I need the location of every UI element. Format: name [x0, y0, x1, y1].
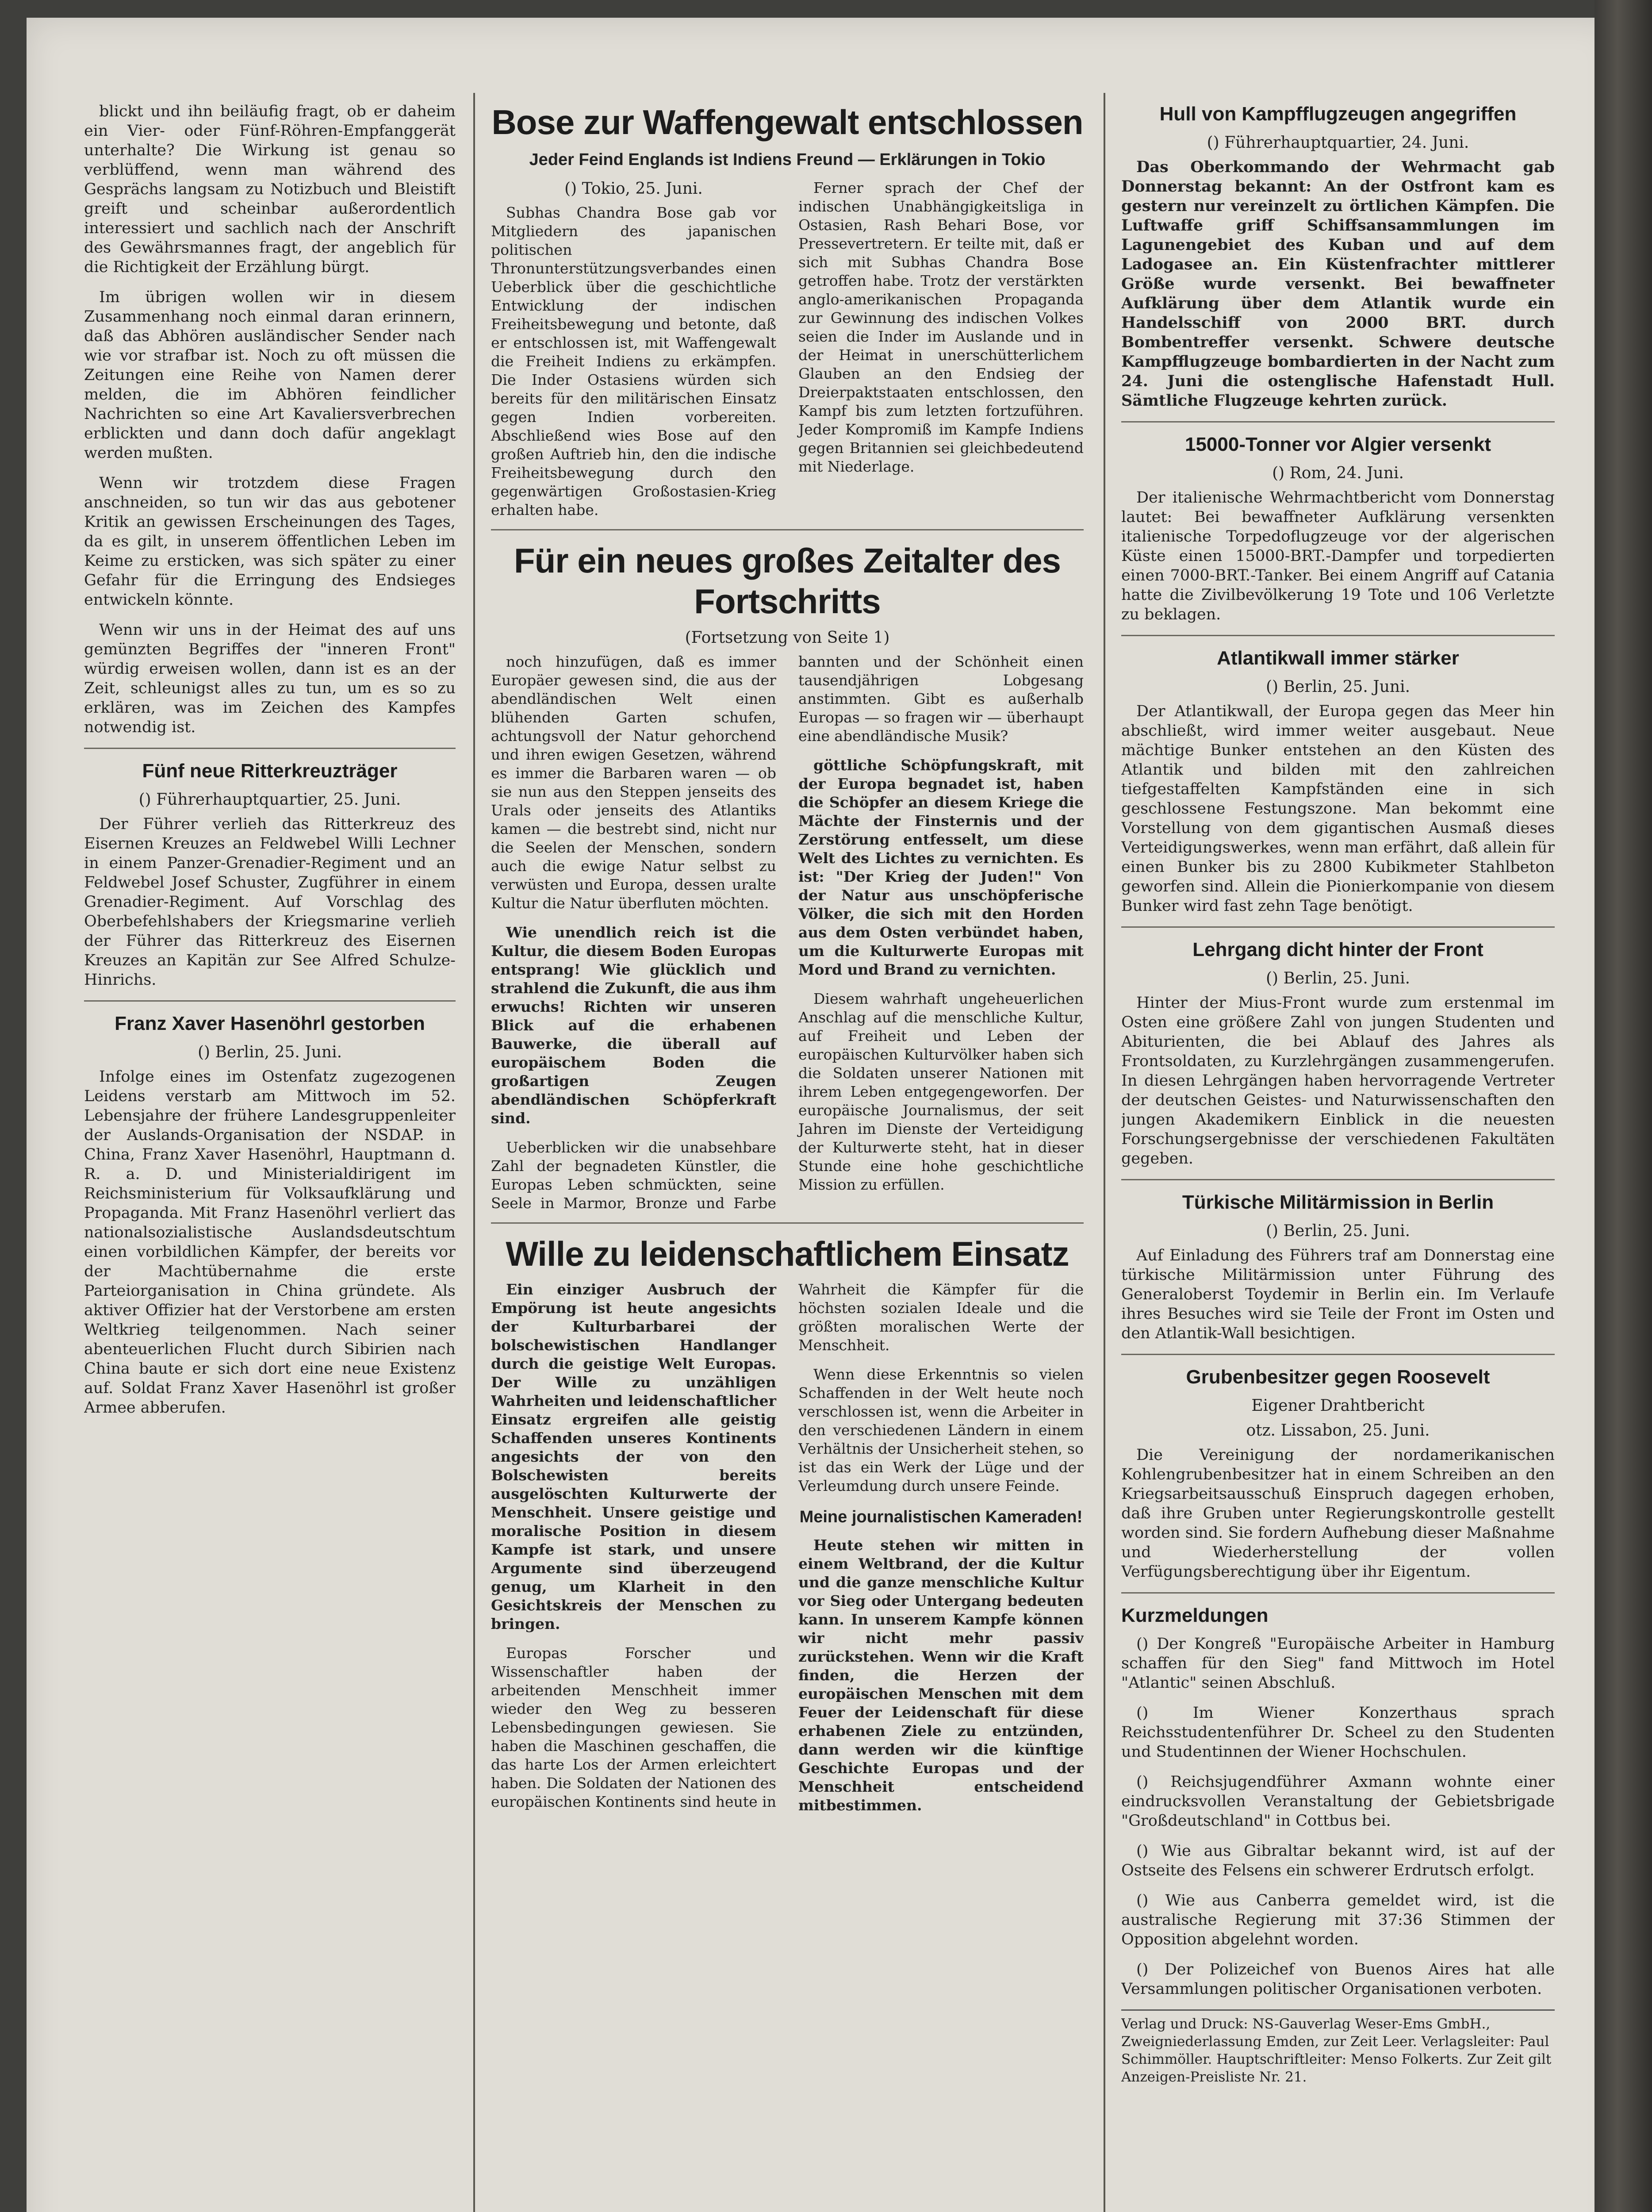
dateline: () Berlin, 25. Juni. [197, 1043, 342, 1061]
subheadline-bose: Jeder Feind Englands ist Indiens Freund — Erklärungen in Tokio [529, 150, 1046, 169]
divider [1121, 1354, 1555, 1355]
left-column [84, 102, 456, 1428]
news-item: () Der Kongreß "Europäische Arbeiter in Hamburg schaffen für den Sieg" fand Mittwoch im Hotel "Atlantic" seinen Abschluß. [1121, 1635, 1555, 1692]
news-item: () Wie aus Canberra gemeldet wird, ist die australische Regierung mit 37:36 Stimmen der Opposition abgelehnt worden. [1121, 1892, 1555, 1948]
news-item: () Der Polizeichef von Buenos Aires hat alle Versammlungen politischer Organisationen verboten. [1121, 1961, 1555, 1998]
dateline: () Führerhauptquartier, 24. Juni. [1207, 134, 1469, 152]
article-paragraph: Ein einziger Ausbruch der Empörung ist heute angesichts der Kulturbarbarei der bolschewistischen Handlanger durch die geistige Welt Europas. Der Wille zu unzähligen Wahrheiten und leidenschaftlicher Einsatz ergreifen alle geistig Schaffenden unseres Kontinents angesichts der von den Bolschewisten bereits ausgelöschten Kulturwerte der Menschheit. Unsere geistige und moralische Position in diesem Kampfe ist stark, und unsere Argumente sind überzeugend genug, um Klarheit in den Gesichtskreis der Menschen zu bringen. [491, 1281, 776, 1632]
dateline: () Berlin, 25. Juni. [1265, 1222, 1411, 1240]
article-paragraph: Der Atlantikwall, der Europa gegen das Meer hin abschließt, wird immer weiter ausgebaut. Neue mächtige Bunker entstehen an den Küsten des Atlantik und bilden mit den zahlreichen tiefgestaffelten Kampfständen eine in sich geschlossene Festungszone. Man bekommt eine Vorstellung von dem gigantischen Ausmaß dieses Verteidigungswerkes, wenn man erfährt, daß allein für einen Bunker bis zu 2800 Kubikmeter Stahlbeton geworfen sind. Allein die Pionierkompanie von diesem Bunker wird fast zehn Tage benötigt. [1121, 703, 1555, 915]
headline-atlantikwall: Atlantikwall immer stärker [1217, 647, 1459, 669]
divider [84, 1000, 456, 1002]
article-paragraph: Subhas Chandra Bose gab vor Mitgliedern des japanischen politischen Thronunterstützungsverbandes einen Ueberblick über die geschichtliche Entwicklung der indischen Freiheitsbewegung und betonte, daß er entschlossen ist, mit Waffengewalt die Freiheit Indiens zu erkämpfen. Die Inder Ostasiens würden sich bereits für den militärischen Einsatz gegen Indien vorbereiten. Abschließend wies Bose auf den großen Auftrieb hin, den die indische Freiheitsbewegung durch den gegenwärtigen Großostasien-Krieg erhalten habe. [491, 204, 776, 518]
dateline: () Führerhauptquartier, 25. Juni. [138, 791, 401, 809]
divider [1121, 421, 1555, 422]
newspaper-page [27, 18, 1619, 2212]
article-paragraph: Im übrigen wollen wir in diesem Zusammenhang noch einmal daran erinnern, daß das Abhören ausländischer Sender nach wie vor strafbar ist. Noch zu oft müssen die Zeitungen eine Reihe von Namen derer melden, die im Abhören feindlicher Nachrichten so eine Art Kavaliersverbrechen erblickten und dann doch dafür angeklagt werden mußten. [84, 288, 456, 462]
news-item: () Reichsjugendführer Axmann wohnte einer eindrucksvollen Veranstaltung der Gebietsbrigade "Großdeutschland" in Cottbus bei. [1121, 1773, 1555, 1830]
dateline: () Tokio, 25. Juni. [564, 180, 703, 198]
headline-ritterkreuz: Fünf neue Ritterkreuzträger [142, 760, 398, 782]
article-paragraph: Diesem wahrhaft ungeheuerlichen Anschlag auf die menschliche Kultur, auf Freiheit und Leben der europäischen Kulturvölker haben sich die Soldaten unserer Nationen mit ihrem Leben entgegengeworfen. Der europäische Journalismus, der seit Jahren im Dienste der Verteidigung der Kulturwerte steht, hat in dieser Stunde eine hohe geschichtliche Mission zu erfüllen. [798, 990, 1084, 1193]
article-wille [491, 1280, 1084, 1818]
headline-roosevelt: Grubenbesitzer gegen Roosevelt [1186, 1366, 1490, 1388]
dateline: () Rom, 24. Juni. [1272, 464, 1404, 482]
article-bose [491, 179, 1084, 519]
column-rule [1104, 93, 1105, 2212]
headline-bose: Bose zur Waffengewalt entschlossen [491, 103, 1083, 142]
article-paragraph: göttliche Schöpfungskraft, mit der Europa begnadet ist, haben die Schöpfer an diesem Kriege die Mächte der Finsternis und der Zerstörung entfesselt, um diese Welt des Lichtes zu vernichten. Es ist: "Der Krieg der Juden!" Von der Natur aus unschöpferische Völker, die sich mit den Horden aus dem Osten verbündet haben, um die Kulturwerte Europas mit Mord und Brand zu vernichten. [798, 757, 1084, 978]
article-paragraph: Ferner sprach der Chef der indischen Unabhängigkeitsliga in Ostasien, Rash Behari Bose, vor Pressevertretern. Er teilte mit, daß er sich mit Subhas Chandra Bose getroffen habe. Trotz der verstärkten anglo-amerikanischen Propaganda zur Gewinnung des indischen Volkes seien die Inder im Auslande und in der Heimat in unerschütterlichem Glauben an den Endsieg der Dreierpaktstaaten entschlossen, den Kampf bis zum letzten fortzuführen. Jeder Kompromiß im Kampfe Indiens gegen Britannien sei gleichbedeutend mit Niederlage. [798, 179, 1084, 475]
divider [1121, 1179, 1555, 1180]
dateline: otz. Lissabon, 25. Juni. [1246, 1421, 1430, 1440]
divider [491, 529, 1084, 530]
headline-zeitalter: Für ein neues großes Zeitalter des Fortschritts [514, 541, 1061, 621]
article-paragraph: Infolge eines im Ostenfatz zugezogenen Leidens verstarb am Mittwoch im 52. Lebensjahre der frühere Landesgruppenleiter der Auslands-Organisation der NSDAP. in China, Franz Xaver Hasenöhrl, Hauptmann d. R. a. D. und Ministerialdirigent im Reichsministerium für Volksaufklärung und Propaganda. Mit Franz Hasenöhrl verliert das nationalsozialistische Auslandsdeutschtum einen vorbildlichen Kämpfer, der bereits vor der Machtübernahme die erste Parteiorganisation in China gründete. Als aktiver Offizier hat der Verstorbene am ersten Weltkrieg teilgenommen. Nach seiner abenteuerlichen Flucht durch Sibirien nach China baute er sich dort eine neue Existenz auf. Soldat Franz Xaver Hasenöhrl ist großer Armee abberufen. [84, 1068, 456, 1417]
article-paragraph: Heute stehen wir mitten in einem Weltbrand, der die Kultur und die ganze menschliche Kultur vor Sieg oder Untergang bedeuten kann. In unserem Kampfe können wir nicht mehr passiv zurückstehen. Wenn wir die Kraft finden, die Herzen der europäischen Menschen mit dem Feuer der Leidenschaft für diese erhabenen Ziele zu entzünden, dann werden wir die künftige Geschichte Europas und der Menschheit entscheidend mitbestimmen. [798, 1536, 1084, 1814]
headline-tuerkei: Türkische Militärmission in Berlin [1182, 1191, 1494, 1213]
headline-kurzmeldungen: Kurzmeldungen [1121, 1605, 1269, 1626]
headline-lehrgang: Lehrgang dicht hinter der Front [1192, 939, 1483, 960]
article-paragraph: Ueberblicken wir die unabsehbare Zahl der begnadeten Künstler, die Europas Leben schmückten, seine Seele in Marmor, Bronze und Farbe bannten und der Schönheit einen tausendjährigen Lobgesang anstimmten. Gibt es außerhalb Europas — so fragen wir — überhaupt eine abendländische Musik? [491, 653, 1084, 1212]
headline-hasenoehrl: Franz Xaver Hasenöhrl gestorben [115, 1013, 425, 1034]
headline-tonner: 15000-Tonner vor Algier versenkt [1184, 434, 1491, 455]
article-paragraph: noch hinzufügen, daß es immer Europäer gewesen sind, die aus der abendländischen Welt einen blühenden Garten schufen, achtungsvoll der Natur gehorchend und ihren ewigen Gesetzen, während es immer die Barbaren waren — ob sie nun aus den Steppen jenseits des Urals oder jenseits des Atlantiks kamen — die bestrebt sind, nicht nur die Seelen der Menschen, sondern auch die ewige Natur selbst zu verwüsten und Europa, dessen uralte Kultur die Natur überfluten möchten. [491, 653, 776, 912]
divider [84, 748, 456, 749]
column-rule [473, 93, 475, 2212]
right-column [1121, 102, 1555, 2086]
divider [1121, 1592, 1555, 1594]
page-binding-edge [1595, 0, 1652, 2212]
news-item: () Wie aus Gibraltar bekannt wird, ist auf der Ostseite des Felsens ein schwerer Erdrutsch erfolgt. [1121, 1842, 1555, 1879]
imprint: Verlag und Druck: NS-Gauverlag Weser-Ems GmbH., Zweigniederlassung Emden, zur Zeit Leer. Verlagsleiter: Paul Schimmöller. Hauptschriftleiter: Menso Folkerts. Zur Zeit gilt Anzeigen-Preisliste Nr. 21. [1121, 2009, 1555, 2086]
headline-hull: Hull von Kampfflugzeugen angegriffen [1159, 103, 1517, 125]
article-paragraph: Der Führer verlieh das Ritterkreuz des Eisernen Kreuzes an Feldwebel Willi Lechner in einem Panzer-Grenadier-Regiment und an Feldwebel Josef Schuster, Zugführer in einem Grenadier-Regiment. Auf Vorschlag des Oberbefehlshabers der Kriegsmarine verlieh der Führer das Ritterkreuz des Eisernen Kreuzes an Kapitän zur See Alfred Schulze-Hinrichs. [84, 815, 456, 989]
subheading-kameraden: Meine journalistischen Kameraden! [799, 1508, 1083, 1526]
article-paragraph: Der italienische Wehrmachtbericht vom Donnerstag lautet: Bei bewaffneter Aufklärung versenkten italienische Torpedoflugzeuge vor der algerischen Küste einen 15000-BRT.-Dampfer und torpedierten einen 7000-BRT.-Tanker. Bei einem Angriff auf Catania hatte die Zivilbevölkerung 19 Tote und 106 Verletzte zu beklagen. [1121, 489, 1555, 623]
center-column [491, 102, 1084, 1818]
continuation-note: (Fortsetzung von Seite 1) [685, 629, 890, 647]
headline-wille: Wille zu leidenschaftlichem Einsatz [506, 1234, 1069, 1273]
article-paragraph: blickt und ihn beiläufig fragt, ob er daheim ein Vier- oder Fünf-Röhren-Empfanggerät unterhalte? Die Wirkung ist genau so verblüffend, wenn man während des Gesprächs langsam zu Notizbuch und Bleistift greift und scheinbar außerordentlich interessiert und sachlich nach der Anschrift des Gewährsmannes fragt, der angeblich für die Richtigkeit der Erzählung bürgt. [84, 103, 456, 276]
article-zeitalter [491, 653, 1084, 1213]
article-paragraph: Europas Forscher und Wissenschaftler haben der arbeitenden Menschheit immer wieder den Weg zu besseren Lebensbedingungen gewiesen. Sie haben die Maschinen geschaffen, die das harte Los der Armen erleichtert haben. Die Soldaten der Nationen des europäischen Kontinents sind heute in Wahrheit die Kämpfer für die höchsten sozialen Ideale und die größten moralischen Werte der Menschheit. [491, 1281, 1084, 1810]
article-paragraph: Wenn wir trotzdem diese Fragen anschneiden, so tun wir das aus gebotener Kritik an gewissen Erscheinungen des Tages, da es gilt, in unserem öffentlichen Leben im Keime zu ersticken, was sich später zu einer Gefahr für die Erringung des Endsieges entwickeln könnte. [84, 474, 456, 609]
divider [1121, 635, 1555, 636]
news-item: () Im Wiener Konzerthaus sprach Reichsstudentenführer Dr. Scheel zu den Studenten und Studentinnen der Wiener Hochschulen. [1121, 1704, 1555, 1761]
divider [1121, 926, 1555, 928]
dateline: () Berlin, 25. Juni. [1265, 969, 1411, 987]
article-paragraph: Die Vereinigung der nordamerikanischen Kohlengrubenbesitzer hat in einem Schreiben an den Kriegsarbeitsausschuß Einspruch dagegen erhoben, daß ihre Gruben unter Regierungskontrolle gestellt worden sind. Sie fordern Aufhebung dieser Maßnahme und Wiederherstellung der vollen Verfügungsberechtigung über ihr Eigentum. [1121, 1446, 1555, 1581]
article-paragraph: Wenn diese Erkenntnis so vielen Schaffenden in der Welt heute noch verschlossen ist, wenn die Arbeiter in den verschiedenen Ländern in einem Verhältnis der Unsicherheit stehen, so ist das ein Werk der Lüge und der Verleumdung durch unsere Feinde. [798, 1366, 1084, 1494]
divider [491, 1222, 1084, 1224]
byline: Eigener Drahtbericht [1251, 1397, 1425, 1415]
article-paragraph: Wie unendlich reich ist die Kultur, die diesem Boden Europas entsprang! Wie glücklich und strahlend die Zukunft, die aus ihm erwuchs! Richten wir unseren Blick auf die erhabenen Bauwerke, die überall auf europäischem Boden die großartigen Zeugen abendländischen Schöpferkraft sind. [491, 924, 776, 1127]
article-paragraph: Auf Einladung des Führers traf am Donnerstag eine türkische Militärmission unter Führung des Generaloberst Toydemir in Berlin ein. Im Verlaufe ihres Besuches wird sie Teile der Front im Osten und den Atlantik-Wall besichtigen. [1121, 1247, 1555, 1342]
dateline: () Berlin, 25. Juni. [1265, 678, 1411, 696]
article-paragraph: Hinter der Mius-Front wurde zum erstenmal im Osten eine größere Zahl von jungen Studenten und Abiturienten, die bei Ablauf des Jahres als Frontsoldaten, zu Kurzlehrgängen zusammengerufen. In diesen Lehrgängen haben hervorragende Vertreter der deutschen Geistes- und Naturwissenschaften den jungen Akademikern Einblick in die neuesten Forschungsergebnisse der verschiedenen Fakultäten gegeben. [1121, 994, 1555, 1167]
article-paragraph: Das Oberkommando der Wehrmacht gab Donnerstag bekannt: An der Ostfront kam es gestern nur vereinzelt zu örtlichen Kämpfen. Die Luftwaffe griff Schiffsansammlungen im Lagunengebiet des Kuban und auf dem Ladogasee an. Ein Küstenfrachter mittlerer Größe wurde versenkt. Bei bewaffneter Aufklärung über dem Atlantik wurde ein Handelsschiff von 2000 BRT. durch Bombentreffer versenkt. Schwere deutsche Kampfflugzeuge bombardierten in der Nacht zum 24. Juni die ostenglische Hafenstadt Hull. Sämtliche Flugzeuge kehrten zurück. [1121, 158, 1555, 410]
article-paragraph: Wenn wir uns in der Heimat des auf uns gemünzten Begriffes der "inneren Front" würdig erweisen wollen, dann ist es an der Zeit, schleunigst alles zu tun, um es so zu erklären, was im Zeichen des Kampfes notwendig ist. [84, 621, 456, 736]
